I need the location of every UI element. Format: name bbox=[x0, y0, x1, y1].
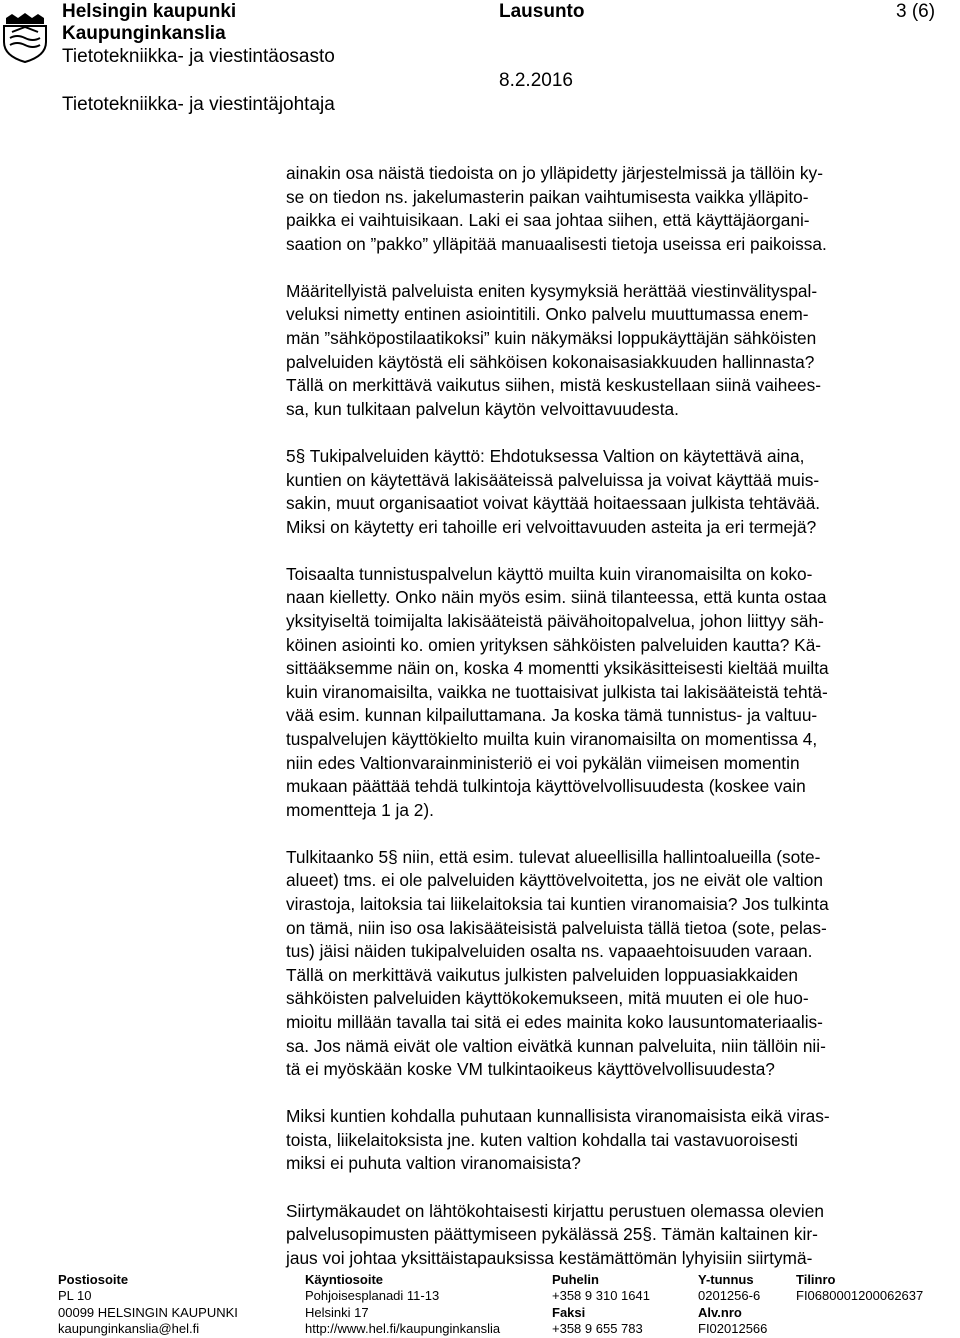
body-line: ainakin osa näistä tiedoista on jo ylläpidetty järjestelmissä ja tällöin ky- bbox=[286, 163, 823, 183]
body-line: sittääksemme näin on, koska 4 momentti yksikäsitteisesti kieltää muilta bbox=[286, 658, 829, 679]
body-line: momentteja 1 ja 2). bbox=[286, 799, 434, 820]
body-line: tus) jäisi näiden tukipalveluiden osalta ns. vapaaehtoisuuden varaan. bbox=[286, 941, 813, 962]
footer-postal-line: PL 10 bbox=[58, 1288, 92, 1304]
footer-ytunnus bbox=[698, 1272, 767, 1338]
body-line: 5§ Tukipalveluiden käyttö: Ehdotuksessa Valtion on käytettävä aina, bbox=[286, 445, 805, 466]
footer-tilinro-value: FI0680001200062637 bbox=[796, 1288, 924, 1304]
footer-phone-value: +358 9 310 1641 bbox=[552, 1288, 650, 1304]
body-line: mioitu millään tavalla tai sitä ei edes mainita koko lausuntomateriaalis- bbox=[286, 1012, 823, 1032]
body-line: sähköisten palveluiden käyttökokemukseen, mitä muuten ei ole huo- bbox=[286, 988, 809, 1009]
body-line: köinen asiointi ko. omien yrityksen sähköisten palveluiden kautta? Kä- bbox=[286, 634, 822, 655]
body-line: palvelusopimusten päättymiseen pykälässä 25§. Tämän kaltainen kir- bbox=[286, 1224, 818, 1245]
footer-fax-label: Faksi bbox=[552, 1304, 586, 1320]
header-dept: Tietotekniikka- ja viestintäosasto bbox=[62, 46, 335, 67]
document-body bbox=[286, 162, 946, 1294]
footer-visit-line: Pohjoisesplanadi 11-13 bbox=[305, 1288, 440, 1304]
body-line: alueet) tms. ei ole palveluiden käyttövelvoitetta, jos ne eivät ole valtion bbox=[286, 870, 823, 891]
footer-ytunnus-value: 0201256-6 bbox=[698, 1288, 761, 1304]
footer-postal-label: Postiosoite bbox=[58, 1272, 129, 1287]
body-line: miksi ei puhuta valtion viranomaisista? bbox=[286, 1153, 581, 1174]
body-line: on tämä, niin iso osa lakisääteisistä palveluista tällä tietoa (sote, pelas- bbox=[286, 917, 827, 938]
body-line: jaus voi johtaa yksittäistapauksissa kestämättömän lyhyisiin siirtymä- bbox=[286, 1247, 813, 1268]
body-line: toista, liikelaitoksista jne. kuten valtion kohdalla tai vastavuoroisesti bbox=[286, 1129, 798, 1150]
footer-ytunnus-label: Y-tunnus bbox=[698, 1272, 754, 1287]
footer-visit bbox=[305, 1272, 500, 1338]
body-line: yksityiseltä toimijalta lakisääteistä päivähoitopalvelua, johon liittyy säh- bbox=[286, 611, 824, 631]
header-org: Helsingin kaupunki bbox=[62, 1, 237, 22]
body-line: tä ei myöskään koske VM tulkintaoikeus käyttövelvollisuudesta? bbox=[286, 1059, 775, 1080]
body-line: kuin viranomaisilta, vaikka ne tuottaisivat julkista tai lakisääteistä tehtä- bbox=[286, 681, 828, 702]
header-role: Tietotekniikka- ja viestintäjohtaja bbox=[62, 94, 335, 115]
body-line: sakin, muut organisaatiot voivat käyttää hoitaessaan julkista tehtävää. bbox=[286, 493, 821, 514]
footer-postal bbox=[58, 1272, 238, 1338]
body-line: Tällä on merkittävä vaikutus siihen, mistä keskustellaan siinä vaihees- bbox=[286, 375, 822, 396]
body-paragraph bbox=[286, 563, 946, 823]
header-doc-type: Lausunto bbox=[499, 1, 585, 22]
body-line: paikka ei vaihtuisikaan. Laki ei saa johtaa siihen, että käyttäjäorgani- bbox=[286, 210, 810, 231]
footer-alv-label: Alv.nro bbox=[698, 1304, 742, 1320]
body-line: palveluiden käytöstä eli sähköisen kokonaisasiakkuuden hallinnasta? bbox=[286, 351, 815, 372]
footer-tilinro bbox=[796, 1272, 923, 1305]
body-line: saation on ”pakko” ylläpitää manuaalisesti tietoja useissa eri paikoissa. bbox=[286, 233, 827, 254]
body-line: tuspalvelujen käyttökielto muilta kuin viranomaisilta on momentissa 4, bbox=[286, 728, 818, 749]
body-line: niin edes Valtionvarainministeriö ei voi pykälän viimeisen momentin bbox=[286, 752, 800, 773]
body-line: Toisaalta tunnistuspalvelun käyttö muilta kuin viranomaisilta on koko- bbox=[286, 563, 813, 584]
body-paragraph bbox=[286, 1200, 946, 1271]
body-paragraph bbox=[286, 162, 946, 256]
body-line: Siirtymäkaudet on lähtökohtaisesti kirjattu perustuen olemassa olevien bbox=[286, 1200, 824, 1221]
header-date: 8.2.2016 bbox=[499, 70, 573, 91]
body-line: mukaan päättää tehdä tulkintoja käyttövelvollisuudesta (koskee vain bbox=[286, 776, 806, 797]
body-line: se on tiedon ns. jakelumasterin paikan vaihtumisesta vaikka ylläpito- bbox=[286, 186, 809, 207]
body-line: naan kielletty. Onko näin myös esim. siinä tilanteessa, että kunta ostaa bbox=[286, 587, 827, 608]
body-paragraph bbox=[286, 445, 946, 539]
footer-fax-value: +358 9 655 783 bbox=[552, 1321, 643, 1337]
body-line: Miksi kuntien kohdalla puhutaan kunnallisista viranomaisista eikä viras- bbox=[286, 1106, 830, 1127]
footer-phone bbox=[552, 1272, 650, 1338]
body-line: Miksi on käytetty eri tahoille eri velvoittavuuden asteita ja eri termejä? bbox=[286, 516, 817, 537]
footer-phone-label: Puhelin bbox=[552, 1272, 599, 1287]
body-paragraph bbox=[286, 846, 946, 1082]
footer-website: http://www.hel.fi/kaupunginkanslia bbox=[305, 1321, 501, 1337]
body-line: Määritellyistä palveluista eniten kysymyksiä herättää viestinvälityspal- bbox=[286, 280, 818, 301]
body-line: Tällä on merkittävä vaikutus julkisten palveluiden loppuasiakkaiden bbox=[286, 964, 799, 985]
header-unit: Kaupunginkanslia bbox=[62, 23, 226, 44]
body-line: vää esim. kunnan kilpailuttamana. Ja koska tämä tunnistus- ja valtuu- bbox=[286, 705, 818, 726]
footer-alv-value: FI02012566 bbox=[698, 1321, 768, 1337]
footer-postal-line: 00099 HELSINGIN KAUPUNKI bbox=[58, 1304, 238, 1320]
body-line: sa. Jos nämä eivät ole valtion eivätkä kunnan palveluita, niin tällöin nii- bbox=[286, 1035, 826, 1056]
body-line: virastoja, laitoksia tai liikelaitoksia tai kuntien viranomaisia? Jos tulkinta bbox=[286, 894, 829, 915]
footer-email: kaupunginkanslia@hel.fi bbox=[58, 1321, 200, 1337]
helsinki-crest-icon bbox=[0, 12, 50, 64]
body-paragraph bbox=[286, 280, 946, 422]
body-paragraph bbox=[286, 1105, 946, 1176]
footer-visit-line: Helsinki 17 bbox=[305, 1304, 369, 1320]
header-page-number: 3 (6) bbox=[896, 1, 936, 22]
body-line: veluksi nimetty entinen asiointitili. Onko palvelu muuttumassa enem- bbox=[286, 304, 809, 325]
body-line: kuntien on käytettävä lakisääteissä palveluissa ja voivat käyttää muis- bbox=[286, 469, 820, 490]
body-line: Tulkitaanko 5§ niin, että esim. tulevat alueellisilla hallintoalueilla (sote- bbox=[286, 846, 821, 867]
body-line: män ”sähköpostilaatikoksi” kuin näkymäksi loppukäyttäjän sähköisten bbox=[286, 328, 817, 349]
footer-tilinro-label: Tilinro bbox=[796, 1272, 836, 1287]
body-line: sa, kun tulkitaan palvelun käytön velvoittavuudesta. bbox=[286, 398, 679, 419]
footer-visit-label: Käyntiosoite bbox=[305, 1272, 384, 1287]
